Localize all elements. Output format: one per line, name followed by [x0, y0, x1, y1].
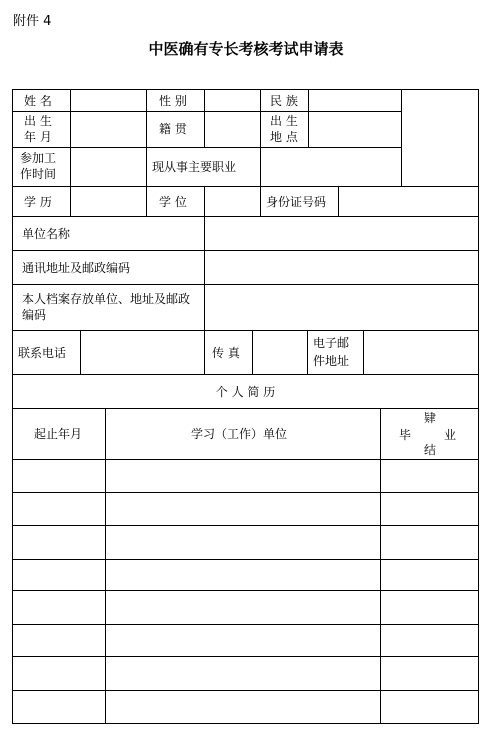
resume-row-8-period[interactable] [12, 690, 106, 724]
resume-row-6-cert[interactable] [380, 624, 479, 657]
resume-row-3-unit[interactable] [105, 525, 381, 560]
resume-row-5-unit[interactable] [105, 590, 381, 625]
resume-row-4-cert[interactable] [380, 559, 479, 591]
label-work-start-line2: 作时间 [20, 167, 57, 181]
resume-row-5-cert[interactable] [380, 590, 479, 625]
resume-header-unit: 学习（工作）单位 [191, 427, 288, 441]
resume-row-3-cert[interactable] [380, 525, 479, 560]
label-birth-place-line2: 地 点 [270, 130, 298, 144]
birth-date-field[interactable] [70, 111, 147, 148]
label-phone: 联系电话 [18, 346, 67, 360]
label-birth-date-line2: 年 月 [24, 130, 52, 144]
resume-row-1-unit[interactable] [105, 459, 381, 493]
name-field[interactable] [70, 89, 147, 112]
fax-field[interactable] [252, 330, 308, 375]
label-native-place: 籍 贯 [159, 122, 187, 136]
ethnicity-field[interactable] [308, 89, 402, 112]
resume-row-2-unit[interactable] [105, 492, 381, 526]
label-birth-date-line1: 出 生 [24, 114, 52, 128]
resume-header-cert-right: 业 [444, 428, 457, 442]
form-title: 中医确有专长考核考试申请表 [148, 40, 344, 58]
id-number-field[interactable] [338, 186, 479, 217]
education-field[interactable] [70, 186, 147, 217]
resume-row-1-period[interactable] [12, 459, 106, 493]
phone-field[interactable] [80, 330, 205, 375]
photo-box[interactable] [401, 89, 479, 187]
degree-field[interactable] [204, 186, 261, 217]
resume-row-6-period[interactable] [12, 624, 106, 657]
resume-header-cert-top: 肄 [424, 411, 437, 425]
label-fax: 传 真 [212, 346, 240, 360]
resume-row-3-period[interactable] [12, 525, 106, 560]
resume-header-period: 起止年月 [34, 427, 83, 441]
current-job-field[interactable] [260, 147, 402, 187]
label-email-line2: 件地址 [313, 354, 350, 368]
label-email-line1: 电子邮 [313, 336, 350, 350]
label-current-job: 现从事主要职业 [152, 160, 237, 174]
resume-header-cert-bottom: 结 [424, 443, 437, 457]
resume-row-6-unit[interactable] [105, 624, 381, 657]
archive-unit-field[interactable] [204, 284, 479, 331]
label-degree: 学 位 [159, 195, 187, 209]
resume-row-4-unit[interactable] [105, 559, 381, 591]
resume-row-8-unit[interactable] [105, 690, 381, 724]
label-name: 姓 名 [24, 94, 52, 108]
resume-row-8-cert[interactable] [380, 690, 479, 724]
gender-field[interactable] [204, 89, 261, 112]
native-place-field[interactable] [204, 111, 261, 148]
birth-place-field[interactable] [308, 111, 402, 148]
resume-header-cert-left: 毕 [399, 428, 412, 442]
resume-row-5-period[interactable] [12, 590, 106, 625]
label-mail-address: 通讯地址及邮政编码 [22, 261, 131, 275]
resume-row-4-period[interactable] [12, 559, 106, 591]
resume-row-2-period[interactable] [12, 492, 106, 526]
label-archive-unit: 本人档案存放单位、地址及邮政编码 [22, 292, 191, 322]
label-birth-place-line1: 出 生 [270, 114, 298, 128]
resume-row-2-cert[interactable] [380, 492, 479, 526]
work-start-field[interactable] [70, 147, 147, 187]
resume-row-7-unit[interactable] [105, 656, 381, 691]
label-gender: 性 别 [159, 94, 187, 108]
email-field[interactable] [363, 330, 479, 375]
mail-address-field[interactable] [204, 250, 479, 285]
label-work-start-line1: 参加工 [20, 151, 57, 165]
attachment-label: 附件 4 [13, 14, 52, 29]
resume-row-1-cert[interactable] [380, 459, 479, 493]
label-id-number: 身份证号码 [266, 195, 327, 209]
resume-row-7-period[interactable] [12, 656, 106, 691]
label-work-unit: 单位名称 [22, 227, 71, 241]
work-unit-field[interactable] [204, 216, 479, 251]
resume-title: 个 人 简 历 [215, 385, 276, 399]
resume-row-7-cert[interactable] [380, 656, 479, 691]
label-education: 学 历 [24, 195, 52, 209]
label-ethnicity: 民 族 [270, 94, 298, 108]
